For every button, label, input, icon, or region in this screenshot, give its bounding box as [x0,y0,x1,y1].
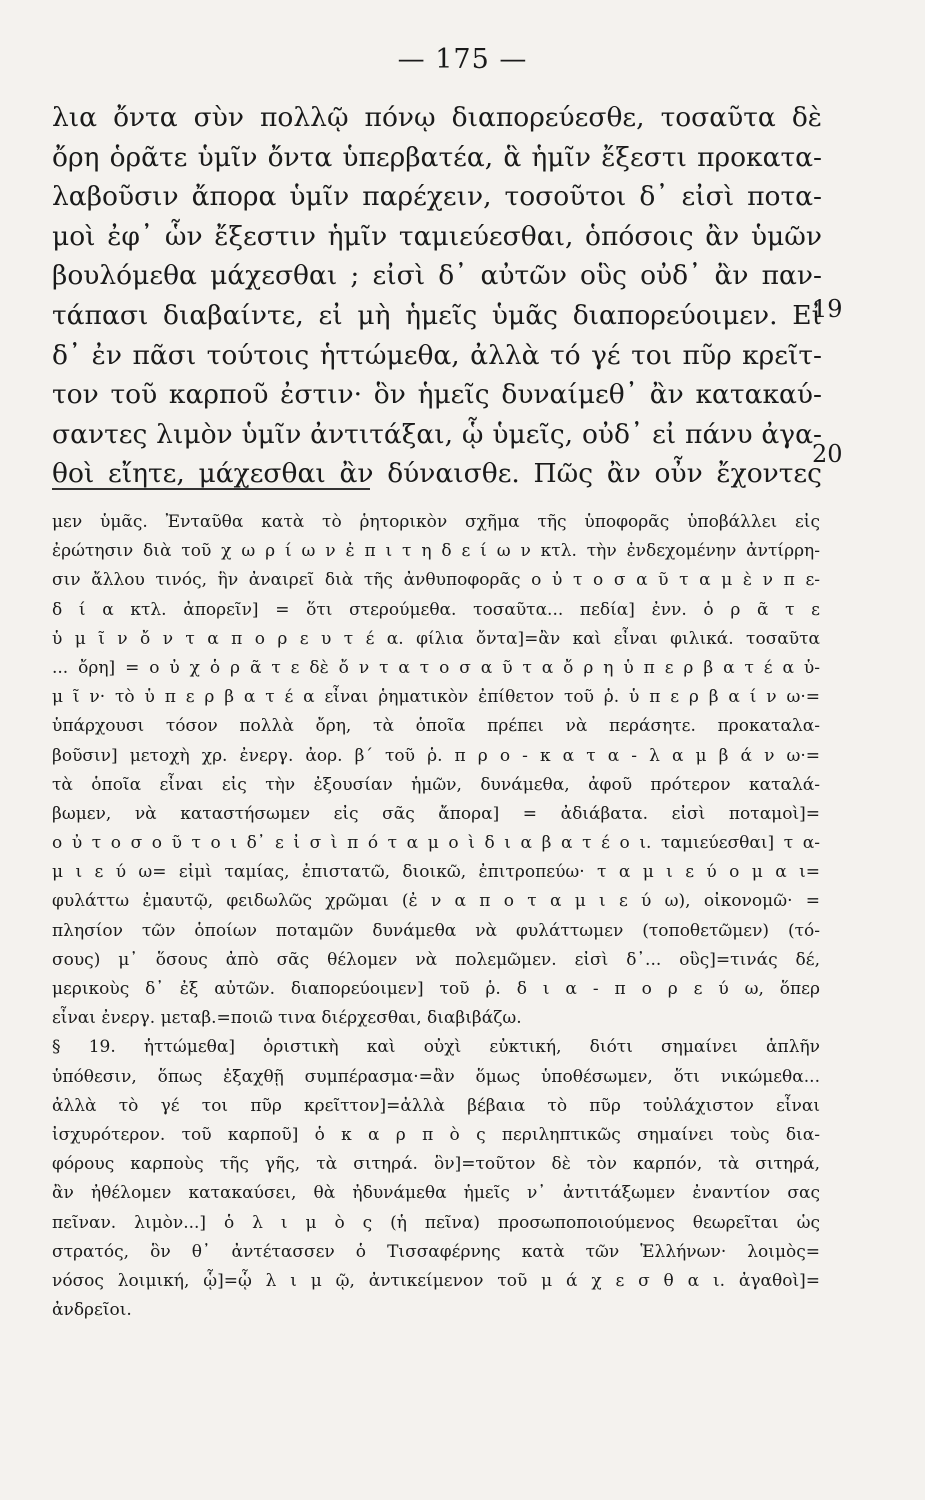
main-line: δ᾽ ἐν πᾶσι τούτοις ἡττώμεθα, ἀλλὰ τό γέ τοι πῦρ κρεῖτ- [52,339,822,371]
commentary-notes [52,508,820,1325]
note-line: ... ὄρη] = ο ὐ χ ὁ ρ ᾶ τ ε δὲ ὄ ν τ α τ ο σ α ῦ τ α ὄ ρ η ὑ π ε ρ β α τ έ α ὑ- [52,657,820,678]
main-line: τον τοῦ καρποῦ ἐστιν· ὃν ἡμεῖς δυναίμεθ᾽ ἂν κατακαύ- [52,379,822,411]
note-line: ἐρώτησιν διὰ τοῦ χ ω ρ ί ω ν ἐ π ι τ η δ ε ί ω ν κτλ. τὴν ἐνδεχομένην ἀντίρρη- [52,541,820,562]
section-number-19: 19 [812,295,843,323]
note-line: ἂν ἠθέλομεν κατακαύσει, θὰ ἠδυνάμεθα ἡμεῖς ν᾽ ἀντιτάξωμεν ἐναντίον σας [52,1183,820,1204]
note-line: φυλάττω ἐμαυτῷ, φειδωλῶς χρῶμαι (ἐ ν α π ο τ α μ ι ε ύ ω), οἰκονομῶ· = [52,891,820,912]
main-line: λαβοῦσιν ἄπορα ὑμῖν παρέχειν, τοσοῦτοι δ᾽ εἰσὶ ποτα- [52,181,822,213]
note-line: βοῦσιν] μετοχὴ χρ. ἐνεργ. ἀορ. β´ τοῦ ῥ. π ρ ο - κ α τ α - λ α μ β ά ν ω·= [52,745,820,766]
note-line: φόρους καρποὺς τῆς γῆς, τὰ σιτηρά. ὃν]=τοῦτον δὲ τὸν καρπόν, τὰ σιτηρά, [52,1154,820,1175]
note-line: στρατός, ὃν θ᾽ ἀντέτασσεν ὁ Τισσαφέρνης κατὰ τῶν Ἑλλήνων· λοιμὸς= [52,1241,820,1262]
note-line: νόσος λοιμική, ᾧ]=ᾧ λ ι μ ῷ, ἀντικείμενον τοῦ μ ά χ ε σ θ α ι. ἀγαθοὶ]= [52,1270,820,1291]
section-number-20: 20 [812,440,843,468]
note-line: ο ὐ τ ο σ ο ῦ τ ο ι δ᾽ ε ἰ σ ὶ π ό τ α μ ο ὶ δ ι α β α τ έ ο ι. ταμιεύεσθαι] τ α- [52,833,820,854]
note-line: ἰσχυρότερον. τοῦ καρποῦ] ὁ κ α ρ π ὸ ς περιληπτικῶς σημαίνει τοὺς δια- [52,1124,820,1145]
main-line: μοὶ ἐφ᾽ ὧν ἔξεστιν ἡμῖν ταμιεύεσθαι, ὁπόσοις ἂν ὑμῶν [52,220,822,252]
page-number: — 175 — [397,44,528,75]
main-line: σαντες λιμὸν ὑμῖν ἀντιτάξαι, ᾧ ὑμεῖς, οὐδ᾽ εἰ πάνυ ἀγα- [52,418,822,450]
main-text [52,98,822,494]
main-line: τάπασι διαβαίντε, εἰ μὴ ἡμεῖς ὑμᾶς διαπορεύοιμεν. Εἰ [52,299,822,331]
note-line: πλησίον τῶν ὁποίων ποταμῶν δυνάμεθα νὰ φυλάττωμεν (τοποθετῶμεν) (τό- [52,920,820,941]
footnote-divider [52,488,370,490]
note-line: ἀνδρεῖοι. [52,1300,132,1321]
note-line: § 19. ἡττώμεθα] ὁριστικὴ καὶ οὐχὶ εὐκτική, διότι σημαίνει ἁπλῆν [52,1037,820,1058]
note-line: μ ῖ ν· τὸ ὑ π ε ρ β α τ έ α εἶναι ῥηματικὸν ἐπίθετον τοῦ ῥ. ὑ π ε ρ β α ί ν ω·= [52,687,820,708]
main-line: βουλόμεθα μάχεσθαι ; εἰσὶ δ᾽ αὐτῶν οὓς οὐδ᾽ ἂν παν- [52,260,822,292]
main-line: λια ὄντα σὺν πολλῷ πόνῳ διαπορεύεσθε, τοσαῦτα δὲ [52,102,822,133]
note-line: ὑπόθεσιν, ὅπως ἐξαχθῇ συμπέρασμα·=ἂν ὅμως ὑποθέσωμεν, ὅτι νικώμεθα... [52,1066,820,1087]
note-line: μ ι ε ύ ω= εἰμὶ ταμίας, ἐπιστατῶ, διοικῶ, ἐπιτροπεύω· τ α μ ι ε ύ ο μ α ι= [52,862,820,883]
note-line: ἀλλὰ τὸ γέ τοι πῦρ κρεῖττον]=ἀλλὰ βέβαια τὸ πῦρ τοὐλάχιστον εἶναι [52,1095,820,1116]
note-line: τὰ ὁποῖα εἶναι εἰς τὴν ἐξουσίαν ἡμῶν, δυνάμεθα, ἀφοῦ πρότερον καταλά- [52,774,820,795]
note-line: σους) μ᾽ ὅσους ἀπὸ σᾶς θέλομεν νὰ πολεμῶμεν. εἰσὶ δ᾽... οὓς]=τινάς δέ, [52,949,820,970]
note-line: μερικοὺς δ᾽ ἐξ αὐτῶν. διαπορεύοιμεν] τοῦ ῥ. δ ι α - π ο ρ ε ύ ω, ὅπερ [52,979,820,999]
main-line: θοὶ εἴητε, μάχεσθαι ἂν δύναισθε. Πῶς ἂν οὖν ἔχοντες [52,458,822,490]
note-line: μεν ὑμᾶς. Ἐνταῦθα κατὰ τὸ ῥητορικὸν σχῆμα τῆς ὑποφορᾶς ὑποβάλλει εἰς [52,512,820,532]
note-line: ὑ μ ῖ ν ὄ ν τ α π ο ρ ε υ τ έ α. φίλια ὄντα]=ἂν καὶ εἶναι φιλικά. τοσαῦτα [52,628,820,649]
note-line: βωμεν, νὰ καταστήσωμεν εἰς σᾶς ἄπορα] = ἀδιάβατα. εἰσὶ ποταμοὶ]= [52,803,820,824]
note-line: δ ί α κτλ. ἀπορεῖν] = ὅτι στερούμεθα. τοσαῦτα... πεδία] ἐνν. ὁ ρ ᾶ τ ε [52,599,820,620]
note-line: εἶναι ἐνεργ. μεταβ.=ποιῶ τινα διέρχεσθαι, διαβιβάζω. [52,1008,522,1029]
note-line: ὑπάρχουσι τόσον πολλὰ ὄρη, τὰ ὁποῖα πρέπει νὰ περάσητε. προκαταλα- [52,716,820,737]
note-line: πεῖναν. λιμὸν...] ὁ λ ι μ ὸ ς (ἡ πεῖνα) προσωποποιούμενος θεωρεῖται ὡς [52,1212,820,1233]
note-line: σιν ἄλλου τινός, ἣν ἀναιρεῖ διὰ τῆς ἀνθυποφορᾶς ο ὐ τ ο σ α ῦ τ α μ ὲ ν π ε- [52,570,820,591]
main-line: ὄρη ὁρᾶτε ὑμῖν ὄντα ὑπερβατέα, ἃ ἡμῖν ἔξεστι προκατα- [52,141,822,173]
